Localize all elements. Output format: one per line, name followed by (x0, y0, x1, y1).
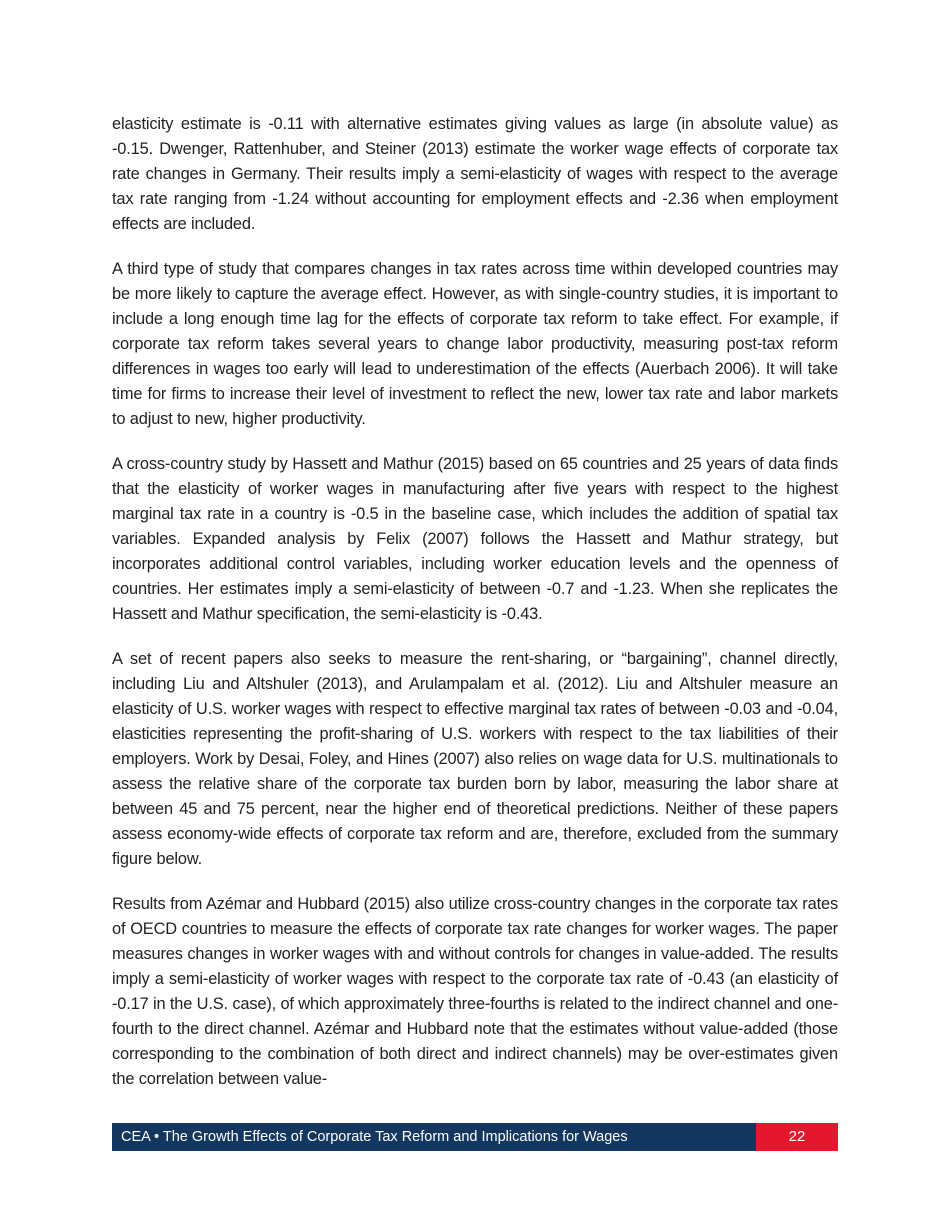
paragraph-5: Results from Azémar and Hubbard (2015) also utilize cross-country changes in the corporate tax rates of OECD countries to measure the effects of corporate tax rate changes for worker wages. The paper measures changes in worker wages with and without controls for changes in value-added. The results imply a semi-elasticity of worker wages with respect to the corporate tax rate of -0.43 (an elasticity of -0.17 in the U.S. case), of which approximately three-fourths is related to the indirect channel and one-fourth to the direct channel. Azémar and Hubbard note that the estimates without value-added (those corresponding to the combination of both direct and indirect channels) may be over-estimates given the correlation between value- (112, 895, 838, 1088)
document-body (112, 112, 838, 1112)
page-number: 22 (756, 1123, 838, 1151)
paragraph-1: elasticity estimate is -0.11 with alternative estimates giving values as large (in absolute value) as -0.15. Dwenger, Rattenhuber, and Steiner (2013) estimate the worker wage effects of corporate tax rate changes in Germany. Their results imply a semi-elasticity of wages with respect to the average tax rate ranging from -1.24 without accounting for employment effects and -2.36 when employment effects are included. (112, 115, 838, 233)
paragraph-2: A third type of study that compares changes in tax rates across time within developed countries may be more likely to capture the average effect. However, as with single-country studies, it is important to include a long enough time lag for the effects of corporate tax reform to take effect. For example, if corporate tax reform takes several years to change labor productivity, measuring post-tax reform differences in wages too early will lead to underestimation of the effects (Auerbach 2006). It will take time for firms to increase their level of investment to reflect the new, lower tax rate and labor markets to adjust to new, higher productivity. (112, 260, 838, 428)
page-footer (112, 1123, 838, 1151)
paragraph-4: A set of recent papers also seeks to measure the rent-sharing, or “bargaining”, channel directly, including Liu and Altshuler (2013), and Arulampalam et al. (2012). Liu and Altshuler measure an elasticity of U.S. worker wages with respect to effective marginal tax rates of between -0.03 and -0.04, elasticities representing the profit-sharing of U.S. workers with respect to the tax liabilities of their employers. Work by Desai, Foley, and Hines (2007) also relies on wage data for U.S. multinationals to assess the relative share of the corporate tax burden born by labor, measuring the labor share at between 45 and 75 percent, near the higher end of theoretical predictions. Neither of these papers assess economy-wide effects of corporate tax reform and are, therefore, excluded from the summary figure below. (112, 650, 838, 868)
footer-title: CEA • The Growth Effects of Corporate Tax Reform and Implications for Wages (112, 1123, 756, 1151)
paragraph-3: A cross-country study by Hassett and Mathur (2015) based on 65 countries and 25 years of data finds that the elasticity of worker wages in manufacturing after five years with respect to the highest marginal tax rate in a country is -0.5 in the baseline case, which includes the addition of spatial tax variables. Expanded analysis by Felix (2007) follows the Hassett and Mathur strategy, but incorporates additional control variables, including worker education levels and the openness of countries. Her estimates imply a semi-elasticity of between -0.7 and -1.23. When she replicates the Hassett and Mathur specification, the semi-elasticity is -0.43. (112, 455, 838, 623)
